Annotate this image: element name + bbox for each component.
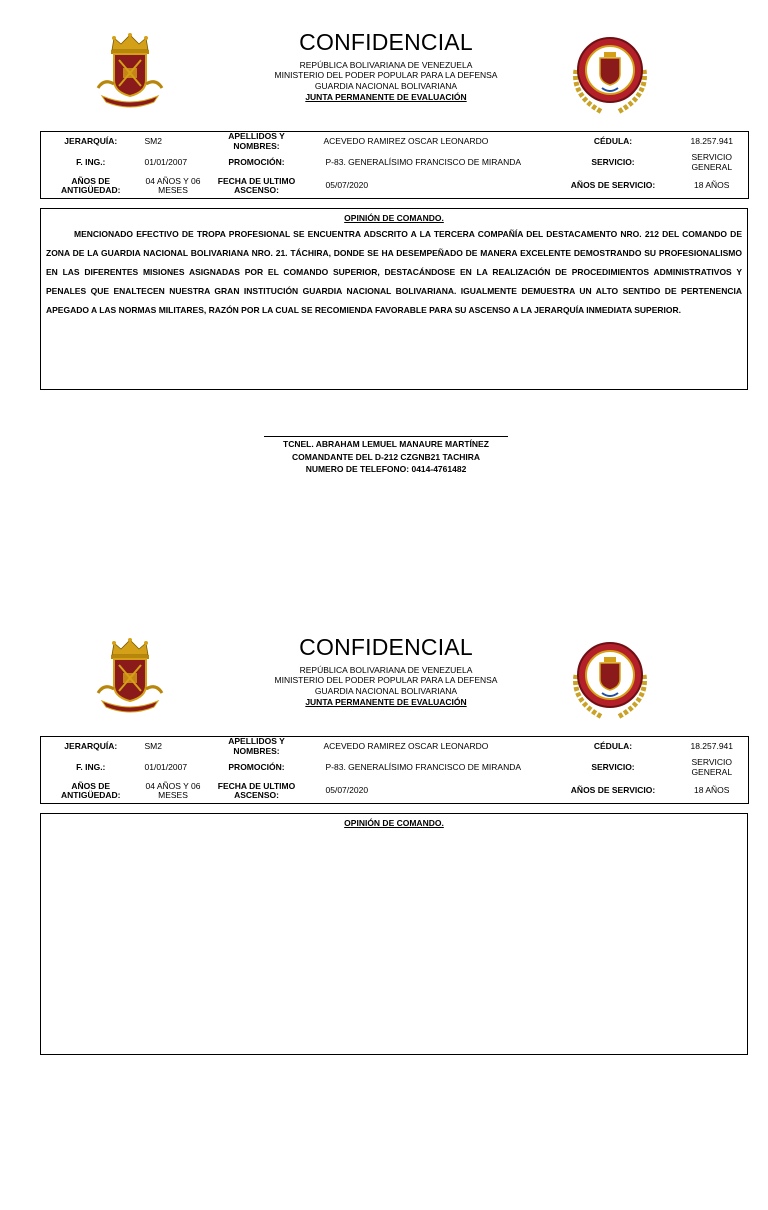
personnel-info-table	[40, 736, 749, 804]
coat-of-arms-logo	[94, 637, 166, 713]
jerarquia-label: JERARQUÍA:	[64, 135, 118, 146]
antiguedad-value: 04 AÑOS Y 06 MESES	[145, 780, 201, 801]
document-title: CONFIDENCIAL	[299, 29, 473, 55]
jerarquia-label: JERARQUÍA:	[64, 740, 118, 751]
command-opinion-box	[40, 208, 748, 390]
jerarquia-value: SM2	[144, 135, 162, 146]
header-guard: GUARDIA NACIONAL BOLIVARIANA	[314, 686, 458, 696]
apellidos-value: ACEVEDO RAMIREZ OSCAR LEONARDO	[323, 740, 489, 751]
signatory-name: TCNEL. ABRAHAM LEMUEL MANAURE MARTÍNEZ	[283, 439, 489, 449]
ultimo-ascenso-label: FECHA DE ULTIMO ASCENSO:	[217, 780, 296, 801]
command-opinion-title: OPINIÓN DE COMANDO.	[344, 818, 444, 828]
cedula-label: CÉDULA:	[593, 740, 633, 751]
promocion-value: P-83. GENERALÍSIMO FRANCISCO DE MIRANDA	[325, 762, 522, 773]
anios-servicio-label: AÑOS DE SERVICIO:	[570, 785, 656, 796]
document-header	[250, 633, 522, 707]
signatory-phone: NUMERO DE TELEFONO: 0414-4761482	[305, 464, 467, 474]
cedula-value: 18.257.941	[690, 135, 734, 146]
promocion-label: PROMOCIÓN:	[228, 157, 285, 168]
apellidos-value: ACEVEDO RAMIREZ OSCAR LEONARDO	[323, 135, 489, 146]
header-ministry: MINISTERIO DEL PODER POPULAR PARA LA DEFENSA	[274, 675, 498, 686]
fecha-ingreso-value: 01/01/2007	[144, 157, 188, 168]
jerarquia-value: SM2	[144, 740, 162, 751]
ultimo-ascenso-label: FECHA DE ULTIMO ASCENSO:	[217, 175, 296, 196]
command-opinion-title: OPINIÓN DE COMANDO.	[344, 213, 444, 223]
evaluation-board-seal	[562, 30, 658, 118]
antiguedad-label: AÑOS DE ANTIGÜEDAD:	[61, 780, 121, 801]
servicio-value: SERVICIO GENERAL	[691, 152, 733, 173]
header-guard: GUARDIA NACIONAL BOLIVARIANA	[314, 81, 458, 91]
header-board: JUNTA PERMANENTE DE EVALUACIÓN	[305, 91, 467, 102]
servicio-label: SERVICIO:	[591, 157, 635, 168]
apellidos-label: APELLIDOS Y NOMBRES:	[228, 736, 285, 756]
anios-servicio-label: AÑOS DE SERVICIO:	[570, 180, 656, 191]
servicio-value: SERVICIO GENERAL	[691, 757, 733, 778]
signature-line	[264, 436, 508, 437]
document-header	[250, 28, 522, 102]
coat-of-arms-logo	[94, 32, 166, 108]
header-ministry: MINISTERIO DEL PODER POPULAR PARA LA DEFENSA	[274, 70, 498, 81]
anios-servicio-value: 18 AÑOS	[694, 785, 730, 796]
fecha-ingreso-label: F. ING.:	[76, 157, 106, 168]
antiguedad-value: 04 AÑOS Y 06 MESES	[145, 175, 201, 196]
fecha-ingreso-value: 01/01/2007	[144, 762, 188, 773]
signature-block	[258, 436, 514, 476]
command-opinion-box	[40, 813, 748, 1055]
promocion-value: P-83. GENERALÍSIMO FRANCISCO DE MIRANDA	[325, 157, 522, 168]
apellidos-label: APELLIDOS Y NOMBRES:	[228, 131, 285, 151]
evaluation-board-seal	[562, 635, 658, 723]
fecha-ingreso-label: F. ING.:	[76, 762, 106, 773]
personnel-info-table	[40, 131, 749, 199]
document-title: CONFIDENCIAL	[299, 634, 473, 660]
promocion-label: PROMOCIÓN:	[228, 762, 285, 773]
ultimo-ascenso-value: 05/07/2020	[325, 785, 369, 796]
evaluation-sheet-2	[0, 605, 768, 1210]
cedula-label: CÉDULA:	[593, 135, 633, 146]
header-republic: REPÚBLICA BOLIVARIANA DE VENEZUELA	[299, 59, 473, 70]
anios-servicio-value: 18 AÑOS	[694, 180, 730, 191]
antiguedad-label: AÑOS DE ANTIGÜEDAD:	[61, 175, 121, 196]
header-republic: REPÚBLICA BOLIVARIANA DE VENEZUELA	[299, 664, 473, 675]
header-board: JUNTA PERMANENTE DE EVALUACIÓN	[305, 696, 467, 707]
signatory-role: COMANDANTE DEL D-212 CZGNB21 TACHIRA	[291, 451, 481, 462]
servicio-label: SERVICIO:	[591, 762, 635, 773]
cedula-value: 18.257.941	[690, 740, 734, 751]
ultimo-ascenso-value: 05/07/2020	[325, 180, 369, 191]
command-opinion-text: MENCIONADO EFECTIVO DE TROPA PROFESIONAL SE ENCUENTRA ADSCRITO A LA TERCERA COMPAÑÍA DEL DESTACAMENTO NRO. 212 DEL COMANDO DE ZONA DE LA GUARDIA NACIONAL BOLIVARIANA NRO. 21. TÁCHIRA, DONDE SE HA DESEMPEÑADO DE MANERA EXCELENTE DEMOSTRANDO SU PROFESIONALISMO EN LAS DIFERENTES MISIONES ASIGNADAS POR EL COMANDO SUPERIOR, DESTACÁNDOSE EN LA REALIZACIÓN DE PROCEDIMIENTOS ADMINISTRATIVOS Y PENALES QUE ENALTECEN NUESTRA GRAN INSTITUCIÓN GUARDIA NACIONAL BOLIVARIANA. IGUALMENTE DEMUESTRA UN ALTO SENTIDO DE PERTENENCIA APEGADO A LAS NORMAS MILITARES, RAZÓN POR LA CUAL SE RECOMIENDA FAVORABLE PARA SU ASCENSO A LA JERARQUÍA INMEDIATA SUPERIOR.	[46, 229, 742, 315]
